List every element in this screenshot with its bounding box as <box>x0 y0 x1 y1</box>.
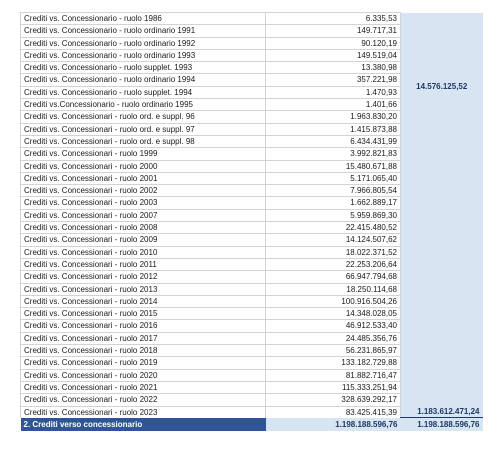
row-value: 357.221,98 <box>266 74 401 86</box>
total-value: 1.198.188.596,76 <box>266 418 401 432</box>
row-value: 7.966.805,54 <box>266 185 401 197</box>
row-value: 6.434.431,99 <box>266 135 401 147</box>
row-label: Crediti vs. Concessionari - ruolo 2023 <box>21 406 266 418</box>
row-label: Crediti vs. Concessionario - ruolo ordinario 1994 <box>21 74 266 86</box>
row-value: 3.992.821,83 <box>266 148 401 160</box>
row-value: 56.231.865,97 <box>266 345 401 357</box>
row-label: Crediti vs. Concessionari - ruolo 2009 <box>21 234 266 246</box>
row-label: Crediti vs. Concessionario - ruolo ordinario 1992 <box>21 37 266 49</box>
row-label: Crediti vs. Concessionario - ruolo ordinario 1993 <box>21 49 266 61</box>
row-label: Crediti vs. Concessionario - ruolo supplet. 1994 <box>21 86 266 98</box>
row-label: Crediti vs. Concessionari - ruolo 2017 <box>21 332 266 344</box>
row-value: 5.171.065,40 <box>266 172 401 184</box>
row-value: 90.120,19 <box>266 37 401 49</box>
row-label: Crediti vs. Concessionari - ruolo 2014 <box>21 295 266 307</box>
row-label: Crediti vs. Concessionari - ruolo 2007 <box>21 209 266 221</box>
row-label: Crediti vs. Concessionari - ruolo 2010 <box>21 246 266 258</box>
row-label: Crediti vs. Concessionari - ruolo 2001 <box>21 172 266 184</box>
subtotal-1986-1999: 14.576.125,52 <box>401 13 483 161</box>
row-label: Crediti vs. Concessionari - ruolo 1999 <box>21 148 266 160</box>
row-label: Crediti vs. Concessionario - ruolo 1986 <box>21 13 266 25</box>
row-value: 328.639.292,17 <box>266 394 401 406</box>
row-label: Crediti vs. Concessionari - ruolo 2011 <box>21 258 266 270</box>
total-row <box>21 418 483 432</box>
row-label: Crediti vs. Concessionari - ruolo 2021 <box>21 381 266 393</box>
row-value: 149.519,04 <box>266 49 401 61</box>
row-value: 1.401,66 <box>266 99 401 111</box>
table-row <box>21 160 483 172</box>
row-label: Crediti vs. Concessionario - ruolo supplet. 1993 <box>21 62 266 74</box>
row-value: 1.963.830,20 <box>266 111 401 123</box>
row-value: 22.253.206,64 <box>266 258 401 270</box>
row-label: Crediti vs. Concessionari - ruolo 2012 <box>21 271 266 283</box>
row-value: 13.380,98 <box>266 62 401 74</box>
total-label: 2. Crediti verso concessionario <box>21 418 266 432</box>
row-label: Crediti vs. Concessionari - ruolo 2022 <box>21 394 266 406</box>
row-value: 1.470,93 <box>266 86 401 98</box>
row-label: Crediti vs. Concessionari - ruolo ord. e suppl. 97 <box>21 123 266 135</box>
row-value: 15.480.671,88 <box>266 160 401 172</box>
total-value-repeat: 1.198.188.596,76 <box>401 418 483 432</box>
row-label: Crediti vs. Concessionari - ruolo 2003 <box>21 197 266 209</box>
row-label: Crediti vs. Concessionari - ruolo ord. e suppl. 98 <box>21 135 266 147</box>
row-label: Crediti vs. Concessionario - ruolo ordinario 1991 <box>21 25 266 37</box>
row-label: Crediti vs. Concessionari - ruolo 2015 <box>21 308 266 320</box>
row-value: 18.250.114,68 <box>266 283 401 295</box>
row-value: 46.912.533,40 <box>266 320 401 332</box>
row-value: 18.022.371,52 <box>266 246 401 258</box>
row-value: 133.182.729,88 <box>266 357 401 369</box>
row-label: Crediti vs. Concessionari - ruolo 2018 <box>21 345 266 357</box>
row-value: 5.959.869,30 <box>266 209 401 221</box>
row-label: Crediti vs. Concessionari - ruolo 2008 <box>21 222 266 234</box>
row-value: 14.348.028,05 <box>266 308 401 320</box>
credits-table <box>20 12 483 431</box>
row-value: 1.415.873,88 <box>266 123 401 135</box>
row-label: Crediti vs. Concessionari - ruolo 2000 <box>21 160 266 172</box>
row-value: 83.425.415,39 <box>266 406 401 418</box>
row-value: 24.485.356,76 <box>266 332 401 344</box>
table-row <box>21 13 483 25</box>
row-value: 100.916.504,26 <box>266 295 401 307</box>
row-value: 66.947.794,68 <box>266 271 401 283</box>
row-label: Crediti vs. Concessionari - ruolo ord. e suppl. 96 <box>21 111 266 123</box>
row-label: Crediti vs. Concessionari - ruolo 2020 <box>21 369 266 381</box>
row-label: Crediti vs. Concessionari - ruolo 2013 <box>21 283 266 295</box>
row-label: Crediti vs. Concessionari - ruolo 2016 <box>21 320 266 332</box>
credits-table-body <box>21 13 483 432</box>
row-label: Crediti vs.Concessionario - ruolo ordinario 1995 <box>21 99 266 111</box>
credits-sheet <box>20 12 482 431</box>
row-value: 1.662.889,17 <box>266 197 401 209</box>
row-value: 149.717,31 <box>266 25 401 37</box>
row-value: 115.333.251,94 <box>266 381 401 393</box>
row-value: 81.882.716,47 <box>266 369 401 381</box>
row-value: 6.335,53 <box>266 13 401 25</box>
row-label: Crediti vs. Concessionari - ruolo 2019 <box>21 357 266 369</box>
row-label: Crediti vs. Concessionari - ruolo 2002 <box>21 185 266 197</box>
row-value: 14.124.507,62 <box>266 234 401 246</box>
subtotal-2000-2023: 1.183.612.471,24 <box>401 160 483 418</box>
row-value: 22.415.480,52 <box>266 222 401 234</box>
